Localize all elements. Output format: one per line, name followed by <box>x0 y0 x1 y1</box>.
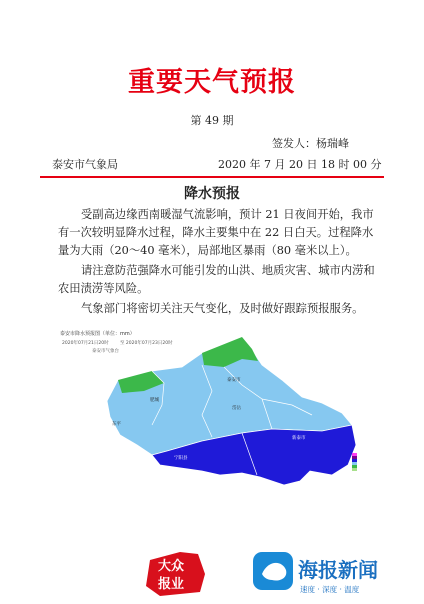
brand-name: 海报新闻 <box>298 558 378 582</box>
paragraph-followup: 气象部门将密切关注天气变化，及时做好跟踪预报服务。 <box>81 302 364 315</box>
footer-svg <box>0 530 424 600</box>
map-legend <box>352 453 357 471</box>
issue-datetime: 2020 年 7 月 20 日 18 时 00 分 <box>218 158 382 171</box>
label-daiyue: 岱岳 <box>232 406 241 411</box>
map-issuer: 泰安市气象台 <box>92 349 119 354</box>
precipitation-map <box>52 325 376 495</box>
label-ningyang: 宁阳县 <box>174 456 188 461</box>
paragraph-warning: 请注意防范强降水可能引发的山洪、地质灾害、城市内涝和农田渍涝等风险。 <box>58 264 375 295</box>
map-title: 泰安市降水预报图（单位：mm） <box>60 331 135 337</box>
map-period-start: 2020年07月21日20时 <box>62 341 109 346</box>
left-logo-line1: 大众 <box>158 559 185 574</box>
map-period-end: 至 2020年07月23日20时 <box>120 341 173 346</box>
brand-slogan: 速度 · 深度 · 温度 <box>300 585 360 594</box>
label-xintai: 新泰市 <box>292 436 306 441</box>
map-svg <box>52 325 376 495</box>
red-divider <box>40 176 384 178</box>
signer: 签发人：杨瑞峰 <box>272 137 349 150</box>
agency: 泰安市气象局 <box>52 158 118 171</box>
paragraph-forecast: 受副高边缘西南暖湿气流影响，预计 21 日夜间开始，我市有一次较明显降水过程，降水主要集中在 22 日白天。过程降水量为大雨（20～40 毫米），局部地区暴雨（80 毫米以上）。 <box>58 208 374 257</box>
page-title: 重要天气预报 <box>128 67 296 98</box>
section-title: 降水预报 <box>184 186 240 202</box>
left-logo-line2: 报业 <box>158 577 185 592</box>
label-feicheng: 肥城 <box>150 398 159 403</box>
issue-number: 第 49 期 <box>190 114 234 127</box>
label-dongping: 东平 <box>112 422 121 427</box>
footer-banner <box>0 530 424 600</box>
label-taian: 泰安市 <box>227 378 241 383</box>
